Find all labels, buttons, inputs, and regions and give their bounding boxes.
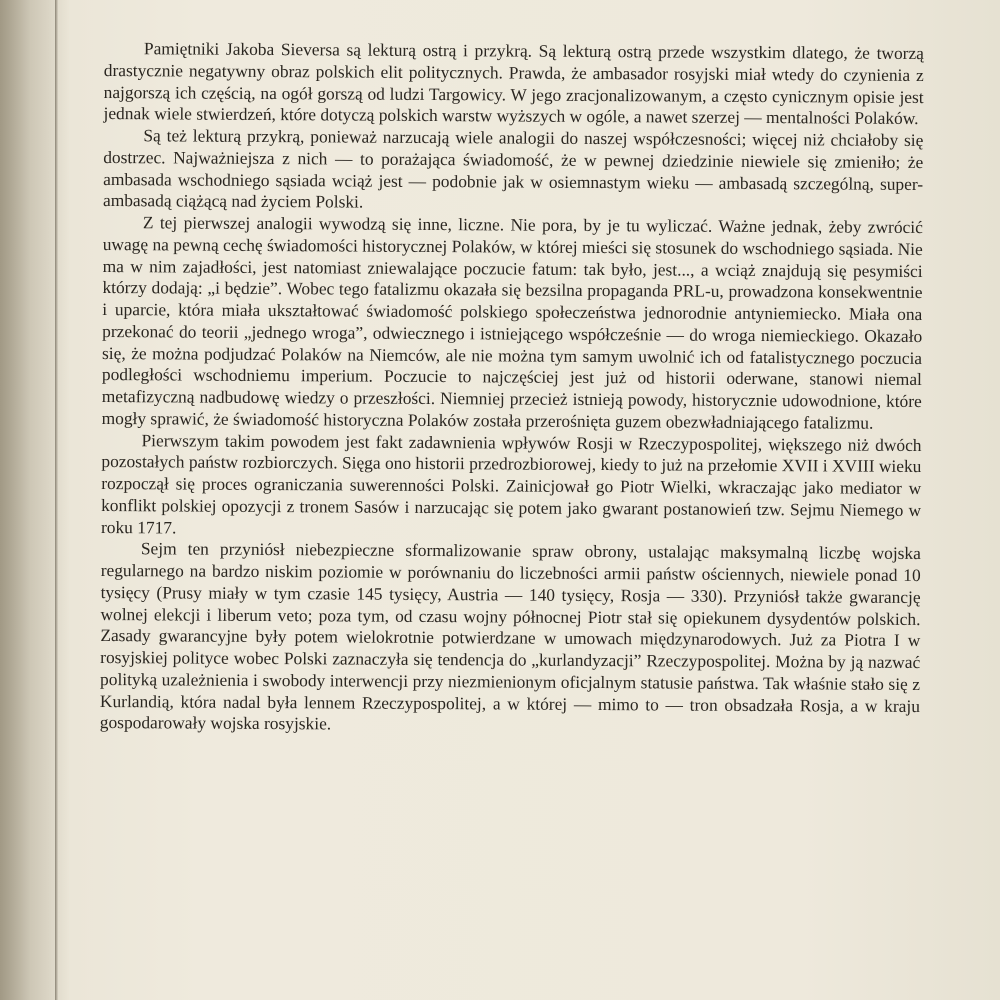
paragraph-3: Z tej pierwszej analogii wywodzą się inne, liczne. Nie pora, by je tu wyliczać. Ważne jednak, żeby zwrócić uwagę na pewną cechę świadomości historycznej Polaków, w której mieści się stosunek do wschodniego sąsiada. Nie ma w nim zajadłości, jest natomiast zniewalające poczucie fatum: tak było, jest..., a wciąż znajdują się pesymiści którzy dodają: „i będzie”. Wobec tego fatalizmu okazała się bezsilna propaganda PRL-u, prowadzona konsekwentnie i uparcie, która miała ukształtować świadomość polskiego społeczeństwa jednorodnie antyniemiecko. Miała ona przekonać do teorii „jednego wroga”, odwiecznego i istniejącego współcześnie — do wroga niemieckiego. Okazało się, że można podjudzać Polaków na Niemców, ale nie można tym samym uwolnić ich od fatalistycznego poczucia podległości wschodniemu imperium. Poczucie to najczęściej jest już od historii oderwane, stanowi niemal metafizyczną nadbudowę wiedzy o przeszłości. Niemniej przecież istnieją powody, historycznie udowodnione, które mogły sprawić, że świadomość historyczna Polaków została przerośnięta guzem obezwładniającego fatalizmu.: [101, 212, 923, 433]
book-gutter-edge: [55, 0, 58, 1000]
paragraph-2: Są też lekturą przykrą, ponieważ narzucają wiele analogii do naszej współczesności; więcej niż chciałoby się dostrzec. Najważniejsza z nich — to porażająca świadomość, że w pewnej dziedzinie niewiele się zmieniło; że ambasada wschodniego sąsiada wciąż jest — podobnie jak w osiemnastym wieku — ambasadą szczególną, super-ambasadą ciążącą nad życiem Polski.: [102, 125, 924, 212]
paragraph-1: Pamiętniki Jakoba Sieversa są lekturą ostrą i przykrą. Są lekturą ostrą przede wszystkim dlatego, że tworzą drastycznie negatywny obraz polskich elit politycznych. Prawda, że ambasador rosyjski miał wtedy do czynienia z najgorszą ich częścią, na ogół gorszą od ludzi Targowicy. W jego zracjonalizowanym, a często cynicznym opisie jest jednak wiele stwierdzeń, które dotyczą polskich warstw wyższych w ogóle, a nawet szerzej — mentalności Polaków.: [103, 38, 924, 129]
paragraph-5: Sejm ten przyniósł niebezpieczne sformalizowanie spraw obrony, ustalając maksymalną liczbę wojska regularnego na bardzo niskim poziomie w porównaniu do liczebności armii państw ościennych, niewiele ponad 10 tysięcy (Prusy miały w tym czasie 145 tysięcy, Austria — 140 tysięcy, Rosja — 330). Przyniósł także gwarancję wolnej elekcji i liberum veto; poza tym, od czasu wojny północnej Piotr stał się opiekunem dysydentów polskich. Zasady gwarancyjne były potem wielokrotnie potwierdzane w umowach międzynarodowych. Już za Piotra I w rosyjskiej polityce wobec Polski zaznaczyła się tendencja do „kurlandyzacji” Rzeczypospolitej. Można by ją nazwać polityką uzależnienia i swobody interwencji przy niezmienionym oficjalnym statusie państwa. Tak właśnie stało się z Kurlandią, która nadal była lennem Rzeczypospolitej, a w której — mimo to — tron obsadzała Rosja, a w kraju gospodarowały wojska rosyjskie.: [99, 538, 921, 734]
book-gutter-shadow: [0, 0, 70, 1000]
body-text: [100, 38, 924, 739]
paragraph-4: Pierwszym takim powodem jest fakt zadawnienia wpływów Rosji w Rzeczypospolitej, większego niż dwóch pozostałych państw rozbiorczych. Sięga ono historii przedrozbiorowej, kiedy to już na przełomie XVII i XVIII wieku rozpoczął się proces ograniczania suwerenności Polski. Zainicjował go Piotr Wielki, wkraczając jako mediator w konflikt polskiej opozycji z tronem Sasów i narzucając się potem jako gwarant postanowień tzw. Sejmu Niemego w roku 1717.: [100, 429, 922, 537]
